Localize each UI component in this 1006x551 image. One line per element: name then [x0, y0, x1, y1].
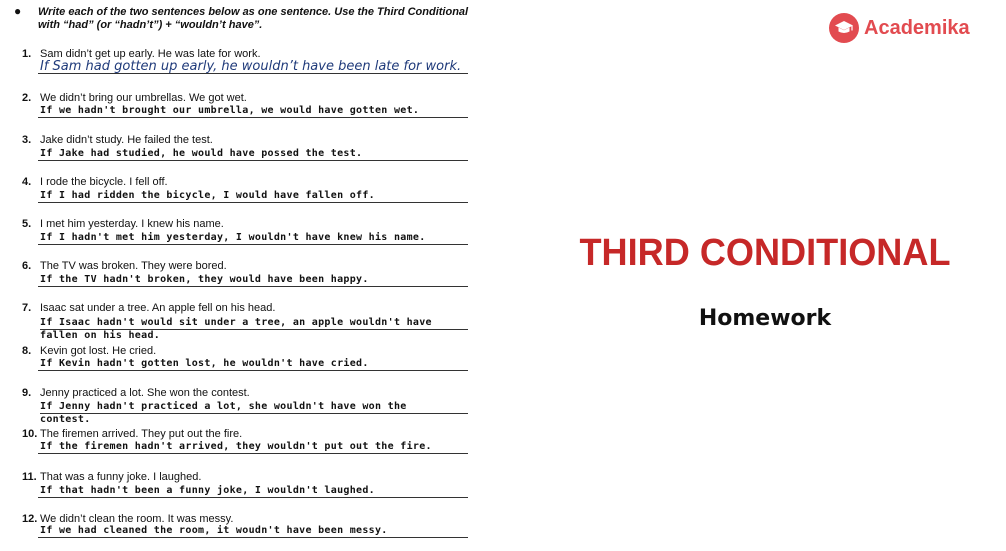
instruction	[14, 6, 474, 32]
item-number: 9.	[22, 387, 32, 399]
item-number: 4.	[22, 176, 32, 188]
item-number: 10.	[22, 428, 38, 440]
instruction-bullet: ●	[14, 4, 22, 18]
item-answer	[38, 401, 468, 426]
item-number: 11.	[22, 471, 37, 483]
item-answer: If I hadn't met him yesterday, I wouldn't have knew his name.	[38, 232, 468, 245]
item-number: 3.	[22, 134, 32, 146]
item-prompt: That was a funny joke. I laughed.	[40, 471, 202, 483]
item-prompt: The TV was broken. They were bored.	[40, 260, 227, 272]
instruction-text: Write each of the two sentences below as one sentence. Use the Third Conditional with “had” (or “hadn’t”) + “wouldn’t have”.	[38, 6, 469, 31]
item-number: 1.	[22, 48, 32, 60]
item-prompt: Kevin got lost. He cried.	[40, 345, 157, 357]
item-number: 7.	[22, 302, 32, 314]
graduation-cap-icon	[829, 13, 859, 43]
item-answer: If we hadn't brought our umbrella, we would have gotten wet.	[38, 105, 468, 118]
item-number: 2.	[22, 92, 32, 104]
item-answer: If Sam had gotten up early, he wouldn’t have been late for work.	[38, 61, 468, 74]
item-answer: If that hadn't been a funny joke, I wouldn't laughed.	[38, 485, 468, 498]
item-prompt: Jenny practiced a lot. She won the contest.	[40, 387, 250, 399]
item-answer: If the firemen hadn't arrived, they wouldn't put out the fire.	[38, 441, 468, 454]
item-prompt: I met him yesterday. I knew his name.	[40, 218, 224, 230]
item-prompt: I rode the bicycle. I fell off.	[40, 176, 168, 188]
item-answer: If the TV hadn't broken, they would have been happy.	[38, 274, 468, 287]
page-subtitle: Homework	[698, 306, 832, 331]
page-title: THIRD CONDITIONAL	[579, 232, 951, 274]
item-prompt: Jake didn’t study. He failed the test.	[40, 134, 213, 146]
item-prompt: The firemen arrived. They put out the fire.	[40, 428, 243, 440]
item-answer-line-2: fallen on his head.	[40, 330, 161, 341]
item-number: 8.	[22, 345, 32, 357]
item-prompt: We didn’t bring our umbrellas. We got wet.	[40, 92, 247, 104]
item-answer-line-2: contest.	[40, 414, 91, 425]
item-prompt: Sam didn’t get up early. He was late for work.	[40, 48, 261, 60]
item-answer: If Jake had studied, he would have possed the test.	[38, 148, 468, 161]
item-answer-line-1: If Isaac hadn't would sit under a tree, an apple wouldn't have	[40, 317, 468, 330]
item-prompt: We didn’t clean the room. It was messy.	[40, 513, 234, 525]
item-number: 5.	[22, 218, 32, 230]
item-number: 6.	[22, 260, 32, 272]
academika-logo	[829, 12, 970, 44]
item-answer: If I had ridden the bicycle, I would have fallen off.	[38, 190, 468, 203]
item-answer: If Kevin hadn't gotten lost, he wouldn't have cried.	[38, 358, 468, 371]
logo-text: Academika	[864, 16, 970, 39]
item-answer	[38, 317, 468, 342]
item-number: 12.	[22, 513, 38, 525]
item-answer: If we had cleaned the room, it woudn't have been messy.	[38, 525, 468, 538]
item-prompt: Isaac sat under a tree. An apple fell on his head.	[40, 302, 276, 314]
item-answer-line-1: If Jenny hadn't practiced a lot, she wouldn't have won the	[40, 401, 468, 414]
